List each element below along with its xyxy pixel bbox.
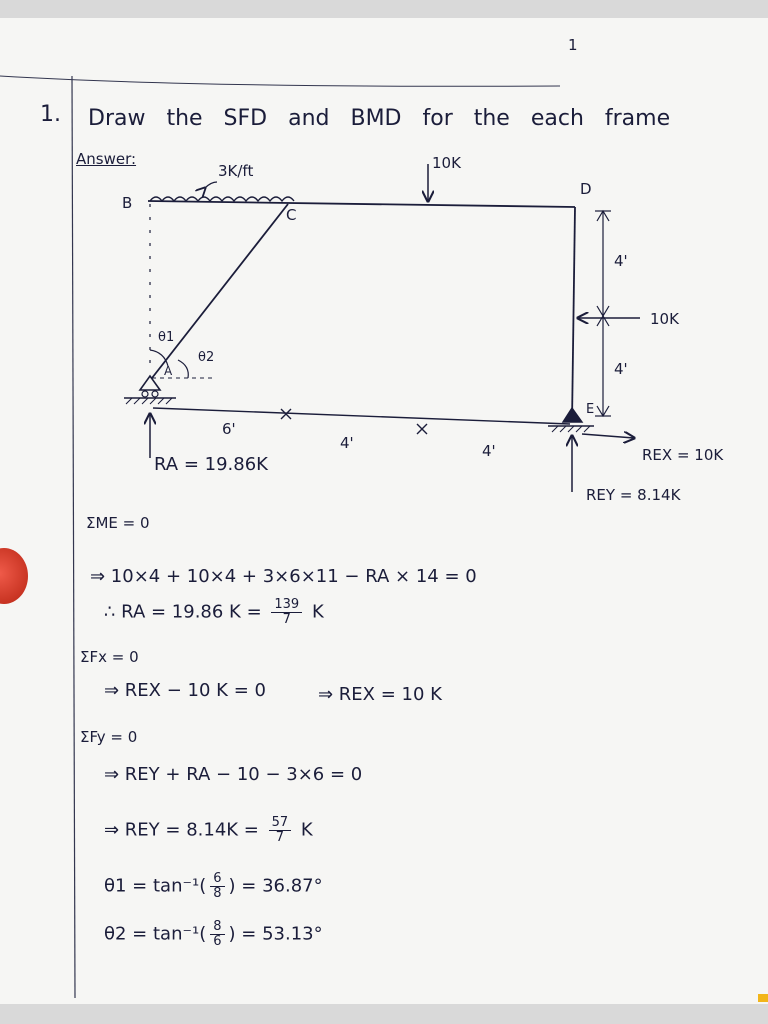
support-a xyxy=(140,376,160,390)
eq-ra-text: ∴ RA = 19.86 K = xyxy=(104,601,262,623)
reaction-ex-label: REX = 10K xyxy=(642,446,724,464)
reaction-a-label: RA = 19.86K xyxy=(154,454,268,475)
reaction-ex-arrow xyxy=(582,434,634,438)
answer-label: Answer: xyxy=(76,150,137,168)
eq-rey-numerator: 57 xyxy=(269,816,292,831)
question-text: Draw the SFD and BMD for the each frame xyxy=(88,106,671,131)
span-dimension-line xyxy=(153,408,570,424)
udl-label: 3K/ft xyxy=(218,162,254,180)
eq-ra-unit: K xyxy=(311,601,324,623)
udl-loops xyxy=(150,197,294,201)
eq-fx-sum: ΣFx = 0 xyxy=(80,648,139,666)
eq-fy-expansion: ⇒ REY + RA − 10 − 3×6 = 0 xyxy=(104,764,363,785)
tape-corner xyxy=(758,994,768,1002)
eq-theta1-denominator: 8 xyxy=(213,886,222,901)
eq-theta2-numerator: 8 xyxy=(210,920,224,935)
eq-theta2-fraction xyxy=(210,920,224,949)
eq-fy-sum: ΣFy = 0 xyxy=(80,728,138,746)
theta1-label: θ1 xyxy=(158,330,175,345)
beam-bd xyxy=(148,201,575,207)
eq-theta2-lhs: θ2 = tan⁻¹ xyxy=(104,923,200,945)
node-a-label: A xyxy=(164,364,173,378)
node-e-label: E xyxy=(586,402,595,417)
question-number: 1. xyxy=(40,102,61,127)
span-1-label: 6' xyxy=(222,420,236,438)
eq-ra-fraction xyxy=(271,598,302,627)
eq-ra-result xyxy=(104,598,324,627)
eq-theta2-rhs: = 53.13° xyxy=(241,923,323,945)
eq-rey-text: ⇒ REY = 8.14K = xyxy=(104,819,259,841)
eq-theta1-numerator: 6 xyxy=(210,872,224,887)
node-b-label: B xyxy=(122,194,133,212)
point-load-label: 10K xyxy=(432,154,461,172)
reaction-ey-label: REY = 8.14K xyxy=(586,486,681,504)
theta2-label: θ2 xyxy=(198,350,215,365)
column-de xyxy=(572,207,575,422)
eq-rey-fraction xyxy=(269,816,292,845)
eq-rey-denominator: 7 xyxy=(275,830,285,845)
member-ac xyxy=(152,204,288,378)
support-e xyxy=(563,408,582,422)
eq-theta1-lhs: θ1 = tan⁻¹ xyxy=(104,875,200,897)
eq-moment-sum: ΣME = 0 xyxy=(86,514,150,532)
eq-theta2-denominator: 6 xyxy=(213,934,222,949)
eq-theta1-rhs: = 36.87° xyxy=(241,875,323,897)
eq-theta2: θ2 = tan⁻¹( $\frac{8}{6}$ ) = 53.13° xyxy=(104,919,323,949)
side-load-label: 10K xyxy=(650,310,679,328)
eq-rey-unit: K xyxy=(300,819,313,841)
span-2-label: 4' xyxy=(340,434,354,452)
node-c-label: C xyxy=(286,206,297,224)
eq-moment-expansion: ⇒ 10×4 + 10×4 + 3×6×11 − RA × 14 = 0 xyxy=(90,566,477,587)
node-d-label: D xyxy=(580,180,592,198)
eq-ra-denominator: 7 xyxy=(282,612,291,627)
page-number: 1 xyxy=(568,36,578,54)
eq-fx-expansion: ⇒ REX − 10 K = 0 xyxy=(104,680,266,701)
eq-theta1-fraction xyxy=(210,872,224,901)
notebook-page xyxy=(0,18,768,1004)
dimension-upper: 4' xyxy=(614,252,628,270)
dimension-lower: 4' xyxy=(614,360,628,378)
eq-rey-result xyxy=(104,816,313,845)
eq-theta1: θ1 = tan⁻¹( $\frac{6}{8}$ ) = 36.87° xyxy=(104,871,323,901)
eq-ra-numerator: 139 xyxy=(271,598,302,613)
eq-rex-result: ⇒ REX = 10 K xyxy=(318,684,442,705)
span-3-label: 4' xyxy=(482,442,496,460)
